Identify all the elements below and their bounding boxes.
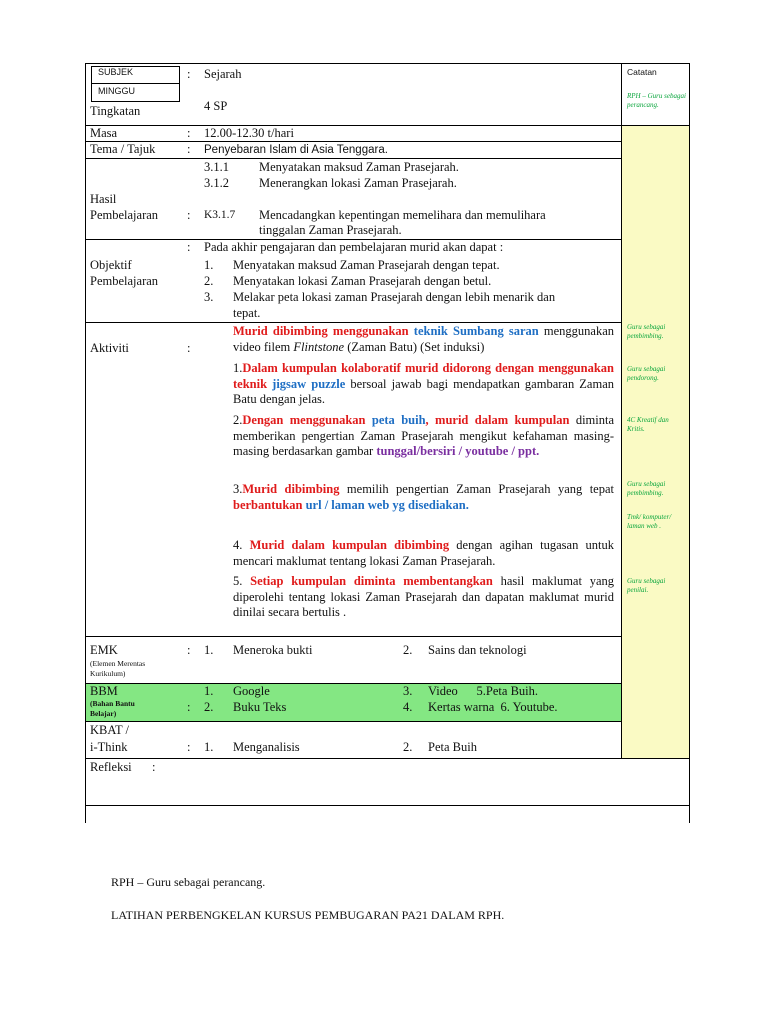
table-border-top [85,63,690,64]
row-line [85,758,690,759]
hasil-text-3b: tinggalan Zaman Prasejarah. [259,223,402,237]
emk-sub-1: (Elemen Merentas [90,659,146,668]
catatan-note-3: 4C Kreatif dan Kritis. [627,416,669,433]
row-line [85,636,622,637]
subjek-label: SUBJEK [98,67,134,77]
aktiviti-p2-b: peta buih [371,413,426,427]
kbat-num-1: 1. [204,740,214,754]
aktiviti-label: Aktiviti [90,341,129,355]
bbm-num-4: 4. [403,700,413,714]
objektif-num-1: 1. [204,258,214,272]
aktiviti-paragraph-4 [233,538,614,569]
aktiviti-p2-d: diminta memberikan pengertian Zaman Prasejarah mengikut kefahaman masing-masing berdasarkan gambar [233,413,615,458]
kbat-colon: : [187,740,191,754]
kbat-text-2: Peta Buih [428,740,477,754]
objektif-text-2: Menyatakan lokasi Zaman Prasejarah dengan betul. [233,274,492,288]
objektif-num-3: 3. [204,290,214,304]
aktiviti-p0-c: menggunakan video filem [233,324,615,354]
tingkatan-value: 4 SP [204,99,228,113]
refleksi-label: Refleksi [90,760,132,774]
subjek-colon: : [187,67,191,81]
hasil-text-3: Mencadangkan kepentingan memelihara dan memulihara [259,208,546,222]
tema-colon: : [187,142,191,156]
aktiviti-p3-d: url / laman web yg disediakan. [305,497,469,512]
kbat-label-2: i-Think [90,740,128,754]
emk-text-2: Sains dan teknologi [428,643,527,657]
hasil-text-2: Menerangkan lokasi Zaman Prasejarah. [259,176,457,190]
aktiviti-colon: : [187,341,191,355]
masa-label: Masa [90,126,118,140]
row-line [85,805,690,806]
bbm-colon: : [187,700,191,714]
aktiviti-p4-num: 4. [233,538,243,552]
aktiviti-paragraph-2 [233,413,614,460]
catatan-note-5: Tmk/ komputer/ laman web . [627,513,672,530]
bbm-num-1: 1. [204,684,214,698]
aktiviti-p1-c: bersoal jawab bagi mendapatkan gambaran Zaman Batu dengan jelas. [233,376,615,406]
aktiviti-paragraph-0 [233,324,614,355]
subjek-value: Sejarah [204,67,242,81]
hasil-code-3: K3.1.7 [204,209,236,221]
catatan-title: Catatan [627,67,657,77]
row-line [85,322,622,323]
aktiviti-p0-a: Murid dibimbing menggunakan [233,324,409,338]
catatan-note-4: Guru sebagai pembimbing. [627,480,666,497]
emk-text-1: Meneroka bukti [233,643,313,657]
bbm-num-3: 3. [403,684,413,698]
aktiviti-p0-d: Flintstone [293,339,345,354]
hasil-code-1: 3.1.1 [204,160,229,174]
aktiviti-paragraph-1 [233,361,614,408]
row-line [85,721,622,722]
kbat-label-1: KBAT / [90,723,130,737]
catatan-divider [621,63,622,758]
aktiviti-p3-a: Murid dibimbing [242,482,340,496]
aktiviti-p1-a: Dalam kumpulan kolaboratif murid didorong dengan menggunakan teknik [233,361,614,391]
minggu-label: MINGGU [98,86,135,96]
aktiviti-p4-a: Murid dalam kumpulan dibimbing [249,538,450,552]
bbm-label: BBM [90,684,118,698]
bbm-sub-1: (Bahan Bantu [90,699,135,708]
row-line [85,683,622,684]
aktiviti-p5-a: Setiap kumpulan diminta membentangkan [250,574,493,588]
objektif-num-2: 2. [204,274,214,288]
kbat-num-2: 2. [403,740,413,754]
footer-line-2: LATIHAN PERBENGKELAN KURSUS PEMBUGARAN PA21 DALAM RPH. [111,908,505,922]
bbm-text-2: Buku Teks [233,700,287,714]
hasil-label-2: Pembelajaran [90,208,159,222]
emk-colon: : [187,643,191,657]
aktiviti-p2-num: 2. [233,413,243,427]
bbm-text-3: Video 5.Peta Buih. [428,684,539,698]
emk-num-2: 2. [403,643,413,657]
refleksi-colon: : [152,760,156,774]
masa-colon: : [187,126,191,140]
catatan-column-bg [621,125,689,758]
tema-label: Tema / Tajuk [90,142,156,156]
aktiviti-paragraph-3 [233,482,614,513]
objektif-text-3: Melakar peta lokasi zaman Prasejarah dengan lebih menarik dan [233,290,556,304]
bbm-text-4: Kertas warna 6. Youtube. [428,700,558,714]
hasil-label-1: Hasil [90,192,117,206]
hasil-code-2: 3.1.2 [204,176,229,190]
objektif-label-2: Pembelajaran [90,274,159,288]
aktiviti-paragraph-5 [233,574,614,621]
aktiviti-p0-e: (Zaman Batu) (Set induksi) [347,339,485,354]
aktiviti-p5-num: 5. [233,574,243,588]
table-border-left [85,63,86,823]
objektif-intro: Pada akhir pengajaran dan pembelajaran murid akan dapat : [204,240,504,254]
aktiviti-p2-c: , murid dalam kumpulan [425,413,570,427]
table-border-right [689,63,690,823]
aktiviti-p1-b: jigsaw puzzle [272,376,346,391]
subjek-box-divider [91,83,180,84]
aktiviti-p2-a: Dengan menggunakan [242,413,366,427]
catatan-note-6: Guru sebagai penilai. [627,577,666,594]
objektif-text-1: Menyatakan maksud Zaman Prasejarah dengan tepat. [233,258,500,272]
aktiviti-p4-b: dengan agihan tugasan untuk mencari maklumat tentang lokasi Zaman Prasejarah. [233,538,615,568]
aktiviti-p3-c: berbantukan [233,497,303,512]
aktiviti-p0-b: teknik Sumbang saran [413,324,539,338]
objektif-label-1: Objektif [90,258,132,272]
bbm-text-1: Google [233,684,270,698]
aktiviti-p3-b: memilih pengertian Zaman Prasejarah yang tepat [346,482,614,496]
row-line [85,141,622,142]
kbat-text-1: Menganalisis [233,740,300,754]
aktiviti-p1-num: 1. [233,361,243,375]
emk-label: EMK [90,643,118,657]
aktiviti-p5-b: hasil maklumat yang diperolehi tentang lokasi Zaman Prasejarah dan dapatan maklumat murid dinilai secara bertulis . [233,574,614,619]
masa-value: 12.00-12.30 t/hari [204,126,294,140]
hasil-colon: : [187,208,191,222]
aktiviti-p2-e: tunggal/bersiri / youtube / ppt. [376,444,540,458]
tingkatan-label: Tingkatan [90,104,141,118]
aktiviti-p3-num: 3. [233,482,243,496]
emk-sub-2: Kurikulum) [90,669,126,678]
emk-num-1: 1. [204,643,214,657]
row-line [85,158,622,159]
objektif-text-3b: tepat. [233,306,261,320]
tema-value: Penyebaran Islam di Asia Tenggara. [204,144,388,156]
bbm-sub-2: Belajar) [90,709,117,718]
catatan-note-1: Guru sebagai pembimbing. [627,323,666,340]
bbm-num-2: 2. [204,700,214,714]
footer-line-1: RPH – Guru sebagai perancang. [111,875,266,889]
catatan-rph-note: RPH – Guru sebagai perancang. [627,92,686,109]
catatan-note-2: Guru sebagai pendorong. [627,365,666,382]
objektif-colon: : [187,240,191,254]
hasil-text-1: Menyatakan maksud Zaman Prasejarah. [259,160,459,174]
row-line [85,125,690,126]
